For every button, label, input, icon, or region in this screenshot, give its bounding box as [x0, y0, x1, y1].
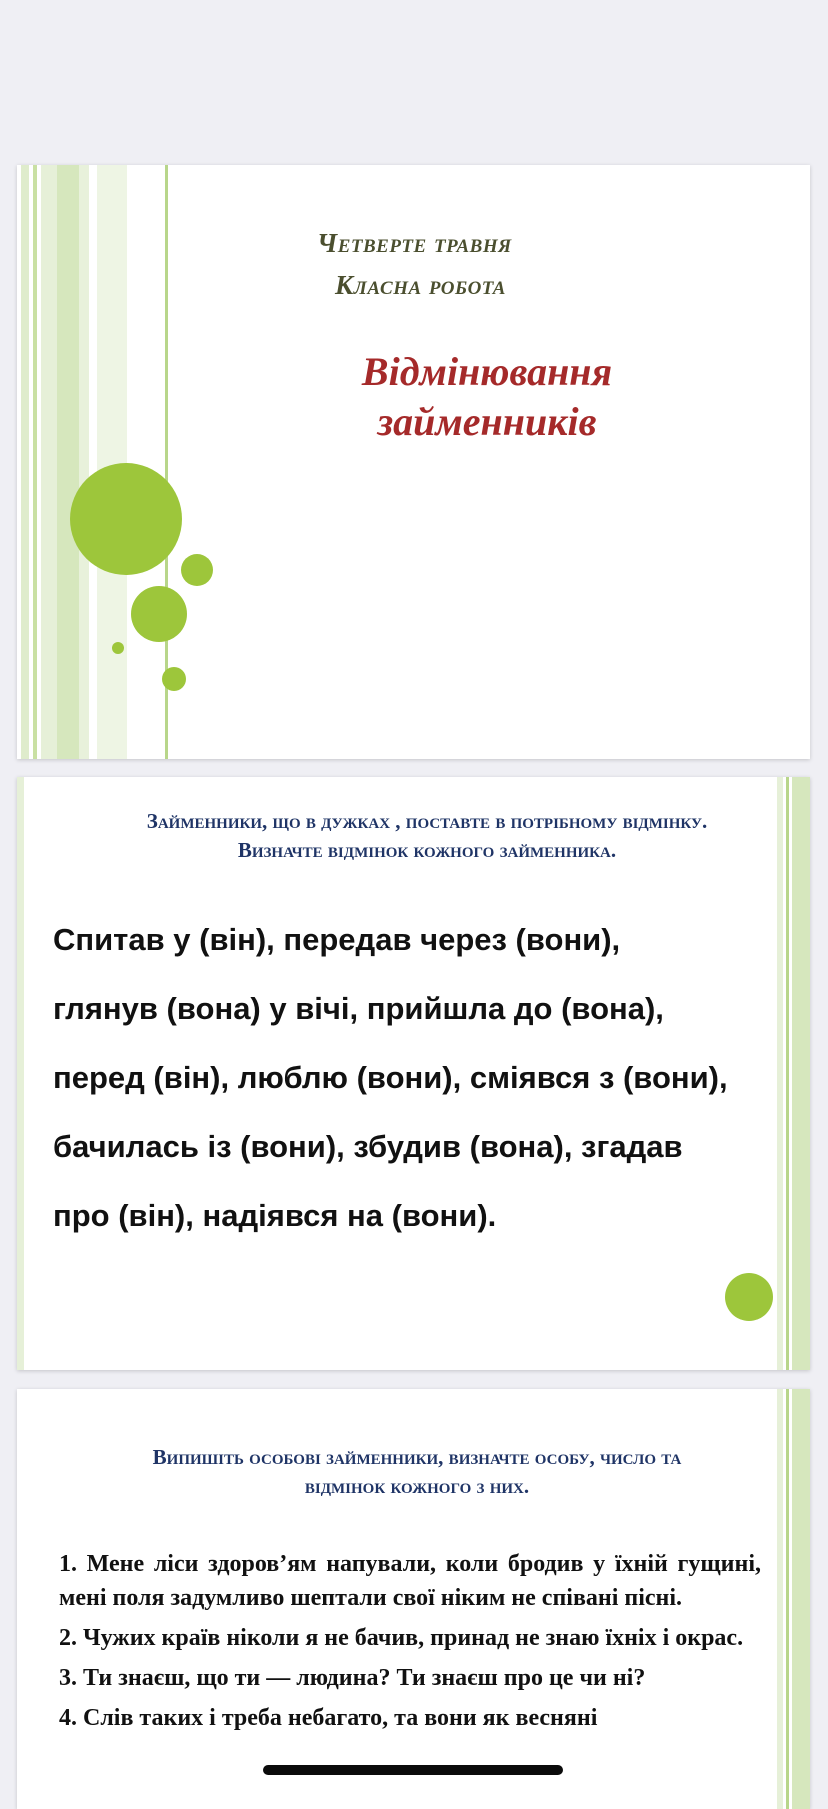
stripe-decoration	[33, 165, 37, 759]
slide-3[interactable]	[17, 1389, 810, 1809]
exercise-item: 3. Ти знаєш, що ти — людина? Ти знаєш про це чи ні?	[59, 1665, 646, 1691]
exercise-item: 4. Слів таких і треба небагато, та вони як весняні	[59, 1705, 598, 1731]
exercise-line: бачилась із (вони), збудив (вона), згадав	[53, 1129, 683, 1164]
date-subtitle: Четверте травня	[317, 228, 512, 258]
tiny-green-circle	[112, 642, 124, 654]
small-green-circle	[181, 554, 213, 586]
medium-green-circle	[131, 586, 187, 642]
exercise-item: 2. Чужих країв ніколи я не бачив, принад не знаю їхніх і окрас.	[59, 1625, 744, 1651]
title-line-1: Відмінювання	[361, 349, 613, 394]
exercise-text	[53, 905, 773, 1250]
stripe-decoration	[41, 165, 57, 759]
slide-2[interactable]	[17, 777, 810, 1370]
stripe-decoration	[97, 165, 127, 759]
exercise-line: про (він), надіявся на (вони).	[53, 1198, 497, 1233]
green-circle	[725, 1273, 773, 1321]
exercise-line: глянув (вона) у вічі, прийшла до (вона),	[53, 991, 664, 1026]
task-line-2: відмінок кожного з них.	[304, 1474, 530, 1498]
large-green-circle	[70, 463, 182, 575]
stripe-decoration	[786, 777, 789, 1370]
exercise-items	[59, 1547, 761, 1741]
exercise-item: 1. Мене ліси здоров’ям напували, коли бродив у їхній гущині, мені поля задумливо шептали свої ніким не співані пісні.	[59, 1551, 761, 1611]
stripe-decoration	[792, 1389, 810, 1809]
slide-1[interactable]	[17, 165, 810, 759]
stripe-decoration	[792, 777, 810, 1370]
stripe-decoration	[21, 165, 29, 759]
small-green-circle	[162, 667, 186, 691]
task-line-1: Випишіть особові займенники, визначте особу, число та	[152, 1445, 682, 1469]
stripe-decoration	[17, 777, 24, 1370]
task-line-2: Визначте відмінок кожного займенника.	[237, 838, 617, 862]
title-line-2: займенників	[377, 399, 597, 444]
home-indicator[interactable]	[263, 1765, 563, 1775]
exercise-line: перед (він), люблю (вони), сміявся з (вони),	[53, 1060, 728, 1095]
exercise-line: Спитав у (він), передав через (вони),	[53, 922, 621, 957]
stripe-decoration	[57, 165, 79, 759]
slide-title	[257, 347, 717, 447]
task-line-1: Займенники, що в дужках , поставте в потрібному відмінку.	[146, 809, 708, 833]
task-instruction	[47, 1443, 787, 1501]
stripe-decoration	[777, 777, 783, 1370]
stripe-decoration	[79, 165, 89, 759]
task-instruction	[57, 807, 797, 865]
classwork-subtitle: Класна робота	[335, 270, 506, 300]
